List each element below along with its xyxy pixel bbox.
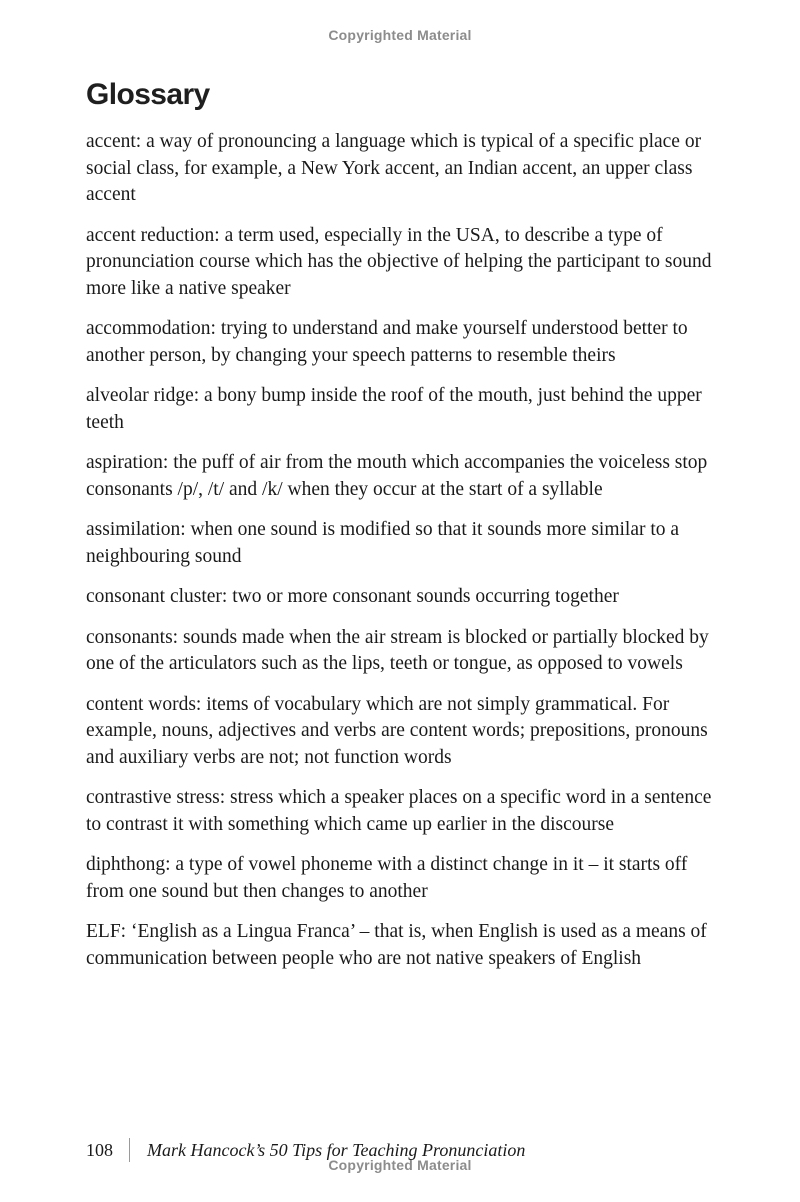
page-title: Glossary <box>86 78 210 111</box>
glossary-entry: ELF: ‘English as a Lingua Franca’ – that is, when English is used as a means of communication between people who are not native speakers of English <box>86 921 707 969</box>
running-book-title: Mark Hancock’s 50 Tips for Teaching Pronunciation <box>147 1139 526 1160</box>
glossary-entry: accent reduction: a term used, especially in the USA, to describe a type of pronunciation course which has the objective of helping the participant to sound more like a native speaker <box>86 224 712 299</box>
page-number: 108 <box>86 1139 113 1160</box>
copyright-watermark-top: Copyrighted Material <box>328 27 472 43</box>
glossary-entry: consonant cluster: two or more consonant sounds occurring together <box>86 586 619 607</box>
glossary-entry: accent: a way of pronouncing a language which is typical of a specific place or social class, for example, a New York accent, an Indian accent, an upper class accent <box>86 131 702 205</box>
glossary-entry: alveolar ridge: a bony bump inside the roof of the mouth, just behind the upper teeth <box>86 385 702 433</box>
glossary-entry: consonants: sounds made when the air stream is blocked or partially blocked by one of the articulators such as the lips, teeth or tongue, as opposed to vowels <box>86 626 709 674</box>
glossary-list <box>86 129 726 986</box>
glossary-entry: content words: items of vocabulary which are not simply grammatical. For example, nouns, adjectives and verbs are content words; prepositions, pronouns and auxiliary verbs are not; not function words <box>86 693 708 768</box>
glossary-entry: assimilation: when one sound is modified so that it sounds more similar to a neighbouring sound <box>86 519 680 567</box>
glossary-entry: contrastive stress: stress which a speaker places on a specific word in a sentence to contrast it with something which came up earlier in the discourse <box>86 787 712 835</box>
copyright-watermark-bottom: Copyrighted Material <box>328 1157 472 1173</box>
glossary-entry: accommodation: trying to understand and make yourself understood better to another person, by changing your speech patterns to resemble theirs <box>86 318 688 366</box>
glossary-entry: aspiration: the puff of air from the mouth which accompanies the voiceless stop consonants /p/, /t/ and /k/ when they occur at the start of a syllable <box>86 452 708 500</box>
glossary-entry: diphthong: a type of vowel phoneme with a distinct change in it – it starts off from one sound but then changes to another <box>86 854 688 902</box>
